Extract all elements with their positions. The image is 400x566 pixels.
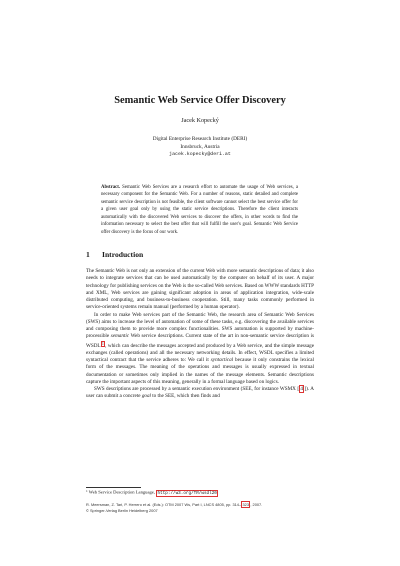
publication-footer bbox=[86, 502, 316, 513]
page-range-link[interactable]: 323 bbox=[242, 502, 249, 507]
citation-info: R. Meersman, Z. Tari, P. Herrero et al. (Eds.): OTM 2007 Ws, Part I, LNCS 4805, pp. 314–323, 2007. bbox=[86, 502, 263, 507]
paragraph-3: SWS descriptions are processed by a semantic execution environment (SEE, for instance WSMX [4]). A user can submit a concrete goal to the SEE, which then finds and bbox=[86, 386, 314, 400]
footnote-divider bbox=[86, 487, 141, 488]
affiliation-institute: Digital Enterprise Research Institute (DERI) bbox=[152, 136, 248, 142]
footnote-ref-link[interactable]: 1 bbox=[101, 341, 104, 346]
abstract-text: Semantic Web Services are a research effort to automate the usage of Web services, a necessary component for the Semantic Web. For a number of reasons, static detailed and complete semantic service description is not feasible, the client software cannot select the best service offer for a given user goal only by using the static service descriptions. Therefore the client interacts automatically with the discovered Web services to discover the offers, in other words to find the information necessary to select the best offer that will fulfill the user's goal. Semantic Web Service offer discovery is the focus of our work. bbox=[101, 185, 299, 235]
affiliation-location: Innsbruck, Austria bbox=[180, 143, 220, 150]
paragraph-1: The Semantic Web is not only an extension of the current Web with more semantic descriptions of data; it also needs to integrate services that can be used automatically by the computer on behalf of its user. A major technology for publishing services on the Web is the so-called Web services. Based on WWW standards HTTP and XML, Web services are gaining significant adoption in areas of application integration, wide-scale distributed computing, and business-to-business cooperation. Still, many tasks commonly performed in service-oriented systems remain manual (performed by a human operator). bbox=[86, 268, 314, 311]
author-email: jacek.kopecky@deri.at bbox=[169, 152, 231, 158]
author-name: Jacek Kopecký bbox=[181, 117, 219, 124]
copyright-line: © Springer-Verlag Berlin Heidelberg 2007 bbox=[86, 507, 158, 513]
abstract bbox=[101, 184, 298, 236]
citation-link[interactable]: 4 bbox=[300, 386, 303, 392]
section-title: Introduction bbox=[102, 250, 144, 259]
affiliation bbox=[0, 136, 400, 159]
paragraph-2: In order to make Web services part of the Semantic Web, the research area of Semantic Web Services (SWS) aims to increase the level of automation of some of these tasks, e.g. discovering the available services and composing them to provide more complex functionalities. SWS automation is supported by machine-processible semantic Web service descriptions. Current state of the art in non-semantic service description is WSDL$^1$, which can describe the messages accepted and produced by a Web service, and the simple message exchanges (called operations) and all the necessary networking details. In effect, WSDL specifies a limited syntactical contract that the service adheres to: We call it syntactical because it only constrains the lexical form of the messages. The meaning of the operations and messages is usually expressed in textual documentation or sometimes only implied in the names of the message elements. Semantic descriptions capture the important aspects of this meaning, generally in a formal language based on logics. bbox=[86, 311, 314, 385]
section-number: 1 bbox=[86, 250, 90, 259]
footnote-url-link[interactable]: http://w3.org/TR/wsdl20 bbox=[157, 490, 217, 496]
paper-title: Semantic Web Service Offer Discovery bbox=[114, 95, 286, 106]
section-heading bbox=[86, 250, 143, 259]
footnote-mark: 1 bbox=[86, 489, 88, 493]
footnote-text: Web Service Description Language, bbox=[88, 489, 157, 495]
body-text bbox=[86, 268, 314, 401]
abstract-label: Abstract. bbox=[101, 185, 121, 190]
footnote bbox=[86, 489, 316, 496]
